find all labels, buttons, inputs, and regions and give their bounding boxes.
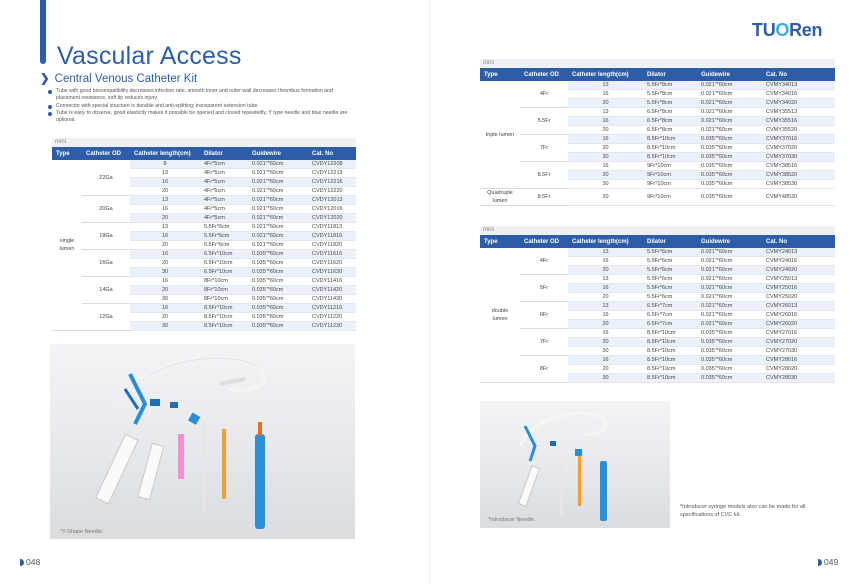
guidewire-cell: 0.035"*60cm xyxy=(697,374,762,383)
guidewire-cell: 0.021"*60cm xyxy=(697,266,762,275)
guidewire-cell: 0.021"*60cm xyxy=(697,126,762,135)
guidewire-cell: 0.021"*60cm xyxy=(697,90,762,99)
page-marker-icon xyxy=(818,559,822,566)
lumen-type-cell: triple lumen xyxy=(480,81,520,189)
dilator-cell: 6.5Fr*7cm xyxy=(643,320,697,329)
catheter-od-cell: 20Ga xyxy=(82,196,130,223)
cat-no-cell: CVMY34020 xyxy=(762,99,835,108)
guidewire-cell: 0.035"*60cm xyxy=(248,286,308,295)
length-cell: 20 xyxy=(568,171,643,180)
triple-lumen-table xyxy=(480,68,835,206)
guidewire-cell: 0.035"*60cm xyxy=(697,338,762,347)
catheter-od-cell: 18Ga xyxy=(82,223,130,250)
dilator-cell: 9Fr*10cm xyxy=(643,162,697,171)
catheter-od-cell: 4Fr xyxy=(520,248,568,275)
table-row xyxy=(480,108,835,117)
page-marker-icon xyxy=(20,559,24,566)
catheter-od-cell: 12Ga xyxy=(82,304,130,331)
guidewire-cell: 0.021"*60cm xyxy=(248,178,308,187)
cat-no-cell: CVMY38530 xyxy=(762,180,835,189)
dilator-cell: 6.5Fr*8cm xyxy=(643,126,697,135)
table-row xyxy=(480,275,835,284)
length-cell: 13 xyxy=(568,302,643,311)
dilator-cell: 8.5Fr*10cm xyxy=(643,153,697,162)
cat-no-cell: CVDY11216 xyxy=(308,304,356,313)
dilator-cell: 8.5Fr*10cm xyxy=(643,135,697,144)
guidewire-cell: 0.021"*60cm xyxy=(248,205,308,214)
guidewire-cell: 0.021"*60cm xyxy=(248,223,308,232)
cat-no-cell: CVDY11220 xyxy=(308,313,356,322)
dilator-cell: 5.5Fr*6cm xyxy=(643,284,697,293)
cat-no-cell: CVDY11616 xyxy=(308,250,356,259)
dilator-cell: 8.5Fr*10cm xyxy=(200,322,248,331)
subtitle-text: Central Venous Catheter Kit xyxy=(54,73,198,85)
length-cell: 30 xyxy=(568,347,643,356)
dilator-cell: 8Fr*10cm xyxy=(200,295,248,304)
cat-no-cell: CVMY24013 xyxy=(762,248,835,257)
length-cell: 30 xyxy=(568,180,643,189)
column-header: Catheter length(cm) xyxy=(568,235,643,248)
length-cell: 20 xyxy=(568,365,643,374)
dilator-cell: 6.5Fr*8cm xyxy=(643,117,697,126)
length-cell: 30 xyxy=(568,374,643,383)
cat-no-cell: CVDY11813 xyxy=(308,223,356,232)
table-row xyxy=(52,277,356,286)
length-cell: 16 xyxy=(568,117,643,126)
lumen-type-cell: double lumen xyxy=(480,248,520,383)
cat-no-cell: CVDY11620 xyxy=(308,259,356,268)
dilator-cell: 5.5Fr*6cm xyxy=(200,241,248,250)
guidewire-cell: 0.035"*60cm xyxy=(697,329,762,338)
table-row xyxy=(52,304,356,313)
cat-no-cell: CVMY27020 xyxy=(762,338,835,347)
guidewire-cell: 0.021"*60cm xyxy=(248,214,308,223)
dilator-cell: 8.5Fr*10cm xyxy=(643,144,697,153)
table-row xyxy=(52,223,356,232)
guidewire-cell: 0.021"*60cm xyxy=(248,169,308,178)
guidewire-cell: 0.035"*60cm xyxy=(248,268,308,277)
guidewire-cell: 0.035"*60cm xyxy=(697,180,762,189)
dilator-cell: 6.5Fr*7cm xyxy=(643,311,697,320)
length-cell: 20 xyxy=(568,266,643,275)
dilator-cell: 4Fr*5cm xyxy=(200,205,248,214)
column-header: Catheter OD xyxy=(520,68,568,81)
dilator-cell: 8.5Fr*10cm xyxy=(200,304,248,313)
column-header: Guidewire xyxy=(697,68,762,81)
dilator-cell: 4Fr*5cm xyxy=(200,178,248,187)
column-header: Cat. No xyxy=(762,235,835,248)
table-row xyxy=(52,250,356,259)
length-cell: 13 xyxy=(568,81,643,90)
length-cell: 16 xyxy=(568,356,643,365)
cat-no-cell: CVMY35520 xyxy=(762,126,835,135)
table-row xyxy=(480,81,835,90)
length-cell: 30 xyxy=(130,295,200,304)
catheter-od-cell: 14Ga xyxy=(82,277,130,304)
cat-no-cell: CVMY27016 xyxy=(762,329,835,338)
catheter-od-cell: 7Fr xyxy=(520,329,568,356)
dilator-cell: 5.5Fr*6cm xyxy=(643,275,697,284)
dilator-cell: 6.5Fr*7cm xyxy=(643,302,697,311)
guidewire-cell: 0.035"*60cm xyxy=(697,153,762,162)
length-cell: 13 xyxy=(130,169,200,178)
double-lumen-table xyxy=(480,235,835,383)
table-row xyxy=(480,189,835,206)
guidewire-cell: 0.021"*60cm xyxy=(697,99,762,108)
column-header: Guidewire xyxy=(248,147,308,160)
table-row xyxy=(480,162,835,171)
dilator-cell: 4Fr*5cm xyxy=(200,169,248,178)
photo-caption: *Introducer Needle. xyxy=(488,517,536,523)
column-header: Catheter length(cm) xyxy=(130,147,200,160)
catheter-od-cell: 8.5Fr xyxy=(520,189,568,206)
table-row xyxy=(480,135,835,144)
product-photo xyxy=(50,344,355,539)
page-number-text: 048 xyxy=(26,557,41,567)
guidewire-cell: 0.035"*60cm xyxy=(697,171,762,180)
length-cell: 30 xyxy=(568,153,643,162)
column-header: Type xyxy=(480,68,520,81)
cat-no-cell: CVDY12213 xyxy=(308,169,356,178)
length-cell: 20 xyxy=(130,241,200,250)
dilator-cell: 8.5Fr*10cm xyxy=(643,374,697,383)
guidewire-cell: 0.035"*60cm xyxy=(248,277,308,286)
length-cell: 13 xyxy=(568,275,643,284)
length-cell: 20 xyxy=(568,338,643,347)
length-cell: 16 xyxy=(130,232,200,241)
table-header-row xyxy=(480,235,835,248)
catheter-od-cell: 7Fr xyxy=(520,135,568,162)
cat-no-cell: CVDY11420 xyxy=(308,286,356,295)
cat-no-cell: CVMY34016 xyxy=(762,90,835,99)
length-cell: 20 xyxy=(568,144,643,153)
guidewire-cell: 0.035"*60cm xyxy=(697,356,762,365)
catheter-od-cell: 4Fr xyxy=(520,81,568,108)
table-header-row xyxy=(52,147,356,160)
cat-no-cell: CVDY11430 xyxy=(308,295,356,304)
column-header: Catheter length(cm) xyxy=(568,68,643,81)
guidewire-cell: 0.035"*60cm xyxy=(697,365,762,374)
guidewire-cell: 0.021"*60cm xyxy=(248,187,308,196)
guidewire-cell: 0.021"*60cm xyxy=(697,311,762,320)
dilator-cell: 8.5Fr*10cm xyxy=(643,347,697,356)
dilator-cell: 6.5Fr*10cm xyxy=(200,250,248,259)
cat-no-cell: CVMY37030 xyxy=(762,153,835,162)
cat-no-cell: CVMY26020 xyxy=(762,320,835,329)
cat-no-cell: CVMY26013 xyxy=(762,302,835,311)
table1-label: mini xyxy=(480,59,835,68)
dilator-cell: 5.5Fr*6cm xyxy=(643,257,697,266)
product-photo xyxy=(480,401,670,528)
length-cell: 8 xyxy=(130,160,200,169)
subtitle-marker-icon: ❯ xyxy=(40,73,50,85)
length-cell: 16 xyxy=(130,205,200,214)
column-header: Catheter OD xyxy=(520,235,568,248)
guidewire-cell: 0.035"*60cm xyxy=(248,322,308,331)
logo-text: TU xyxy=(752,20,776,40)
length-cell: 16 xyxy=(130,250,200,259)
guidewire-cell: 0.035"*60cm xyxy=(248,304,308,313)
cat-no-cell: CVDY12220 xyxy=(308,187,356,196)
page-title: Vascular Access xyxy=(57,42,242,70)
column-header: Dilator xyxy=(643,68,697,81)
length-cell: 13 xyxy=(130,223,200,232)
length-cell: 13 xyxy=(568,108,643,117)
page-number-text: 049 xyxy=(824,557,839,567)
dilator-cell: 6.5Fr*10cm xyxy=(200,259,248,268)
page-number xyxy=(818,557,838,567)
guidewire-cell: 0.035"*60cm xyxy=(697,144,762,153)
length-cell: 20 xyxy=(568,126,643,135)
cat-no-cell: CVDY12016 xyxy=(308,205,356,214)
length-cell: 30 xyxy=(130,322,200,331)
guidewire-cell: 0.021"*60cm xyxy=(697,257,762,266)
cat-no-cell: CVMY35513 xyxy=(762,108,835,117)
catheter-od-cell: 16Ga xyxy=(82,250,130,277)
catheter-kit-illustration xyxy=(480,401,670,528)
length-cell: 16 xyxy=(568,284,643,293)
brand-logo xyxy=(752,20,822,41)
guidewire-cell: 0.021"*60cm xyxy=(248,160,308,169)
table-row xyxy=(480,329,835,338)
dilator-cell: 5.5Fr*8cm xyxy=(643,99,697,108)
dilator-cell: 4Fr*5cm xyxy=(200,187,248,196)
cat-no-cell: CVMY28016 xyxy=(762,356,835,365)
cat-no-cell: CVMY25013 xyxy=(762,275,835,284)
length-cell: 13 xyxy=(568,248,643,257)
dilator-cell: 9Fr*10cm xyxy=(643,180,697,189)
table-label: mini xyxy=(52,138,356,147)
cat-no-cell: CVDY12216 xyxy=(308,178,356,187)
column-header: Type xyxy=(480,235,520,248)
guidewire-cell: 0.035"*60cm xyxy=(697,189,762,206)
length-cell: 30 xyxy=(130,268,200,277)
table2-label: mini xyxy=(480,226,835,235)
cat-no-cell: CVMY27030 xyxy=(762,347,835,356)
dilator-cell: 8Fr*10cm xyxy=(200,286,248,295)
cat-no-cell: CVDY11820 xyxy=(308,241,356,250)
table-row xyxy=(52,160,356,169)
guidewire-cell: 0.021"*60cm xyxy=(697,275,762,284)
cat-no-cell: CVMY28020 xyxy=(762,365,835,374)
dilator-cell: 8.5Fr*10cm xyxy=(643,338,697,347)
dilator-cell: 8.5Fr*10cm xyxy=(643,329,697,338)
guidewire-cell: 0.035"*60cm xyxy=(248,259,308,268)
dilator-cell: 8.5Fr*10cm xyxy=(643,356,697,365)
guidewire-cell: 0.021"*60cm xyxy=(248,241,308,250)
catheter-od-cell: 5Fr xyxy=(520,275,568,302)
guidewire-cell: 0.035"*60cm xyxy=(697,135,762,144)
feature-bullet: Connector with special structure is durable and anti-splitting; transparent extension tube. xyxy=(48,103,348,110)
dilator-cell: 4Fr*5cm xyxy=(200,214,248,223)
table-row xyxy=(480,248,835,257)
length-cell: 16 xyxy=(130,178,200,187)
length-cell: 16 xyxy=(568,257,643,266)
column-header: Guidewire xyxy=(697,235,762,248)
dilator-cell: 9Fr*10cm xyxy=(643,171,697,180)
length-cell: 16 xyxy=(568,162,643,171)
dilator-cell: 8.5Fr*10cm xyxy=(200,313,248,322)
cat-no-cell: CVMY38516 xyxy=(762,162,835,171)
guidewire-cell: 0.035"*60cm xyxy=(248,295,308,304)
column-header: Dilator xyxy=(643,235,697,248)
length-cell: 20 xyxy=(130,214,200,223)
cat-no-cell: CVDY11630 xyxy=(308,268,356,277)
dilator-cell: 8Fr*10cm xyxy=(200,277,248,286)
dilator-cell: 9Fr*10cm xyxy=(643,189,697,206)
catheter-od-cell: 8.5Fr xyxy=(520,162,568,189)
footnote: *Introducer syringe models also can be made for all specifications of CVC kit. xyxy=(680,504,806,518)
cat-no-cell: CVMY48520 xyxy=(762,189,835,206)
guidewire-cell: 0.035"*60cm xyxy=(697,162,762,171)
guidewire-cell: 0.021"*60cm xyxy=(697,293,762,302)
dilator-cell: 5.5Fr*8cm xyxy=(643,90,697,99)
table-row xyxy=(480,302,835,311)
length-cell: 16 xyxy=(130,304,200,313)
length-cell: 20 xyxy=(568,293,643,302)
column-header: Cat. No xyxy=(308,147,356,160)
cat-no-cell: CVMY28030 xyxy=(762,374,835,383)
length-cell: 20 xyxy=(568,189,643,206)
cat-no-cell: CVDY12013 xyxy=(308,196,356,205)
length-cell: 20 xyxy=(130,313,200,322)
guidewire-cell: 0.021"*60cm xyxy=(697,284,762,293)
table-row xyxy=(480,356,835,365)
guidewire-cell: 0.035"*60cm xyxy=(697,347,762,356)
cat-no-cell: CVMY24016 xyxy=(762,257,835,266)
dilator-cell: 5.5Fr*6cm xyxy=(643,266,697,275)
single-lumen-table xyxy=(52,147,356,331)
guidewire-cell: 0.021"*60cm xyxy=(697,81,762,90)
cat-no-cell: CVDY12020 xyxy=(308,214,356,223)
photo-caption: *Y-Shape Needle. xyxy=(60,529,104,535)
cat-no-cell: CVDY11816 xyxy=(308,232,356,241)
guidewire-cell: 0.035"*60cm xyxy=(248,250,308,259)
dilator-cell: 4Fr*5cm xyxy=(200,160,248,169)
cat-no-cell: CVMY37016 xyxy=(762,135,835,144)
page-number xyxy=(20,557,40,567)
length-cell: 20 xyxy=(568,99,643,108)
column-header: Type xyxy=(52,147,82,160)
table-header-row xyxy=(480,68,835,81)
guidewire-cell: 0.021"*60cm xyxy=(697,248,762,257)
dilator-cell: 4Fr*5cm xyxy=(200,196,248,205)
cat-no-cell: CVMY34013 xyxy=(762,81,835,90)
length-cell: 20 xyxy=(130,187,200,196)
cat-no-cell: CVDY11230 xyxy=(308,322,356,331)
guidewire-cell: 0.021"*60cm xyxy=(697,302,762,311)
dilator-cell: 5.5Fr*6cm xyxy=(643,248,697,257)
guidewire-cell: 0.021"*60cm xyxy=(248,196,308,205)
cat-no-cell: CVMY25016 xyxy=(762,284,835,293)
lumen-type-cell: single lumen xyxy=(52,160,82,331)
length-cell: 16 xyxy=(568,90,643,99)
logo-text: Ren xyxy=(789,20,823,40)
cat-no-cell: CVDY12208 xyxy=(308,160,356,169)
feature-bullets xyxy=(48,88,348,124)
guidewire-cell: 0.021"*60cm xyxy=(697,320,762,329)
length-cell: 16 xyxy=(568,135,643,144)
catheter-od-cell: 8Fr xyxy=(520,356,568,383)
cat-no-cell: CVMY38520 xyxy=(762,171,835,180)
dilator-cell: 6.5Fr*10cm xyxy=(200,268,248,277)
logo-o: O xyxy=(775,20,790,40)
accent-bar xyxy=(40,0,46,64)
cat-no-cell: CVMY24020 xyxy=(762,266,835,275)
length-cell: 20 xyxy=(130,259,200,268)
length-cell: 20 xyxy=(130,286,200,295)
cat-no-cell: CVMY37020 xyxy=(762,144,835,153)
page-subtitle xyxy=(40,71,197,85)
length-cell: 16 xyxy=(130,277,200,286)
dilator-cell: 5.5Fr*6cm xyxy=(200,223,248,232)
dilator-cell: 6.5Fr*8cm xyxy=(643,108,697,117)
length-cell: 16 xyxy=(568,329,643,338)
guidewire-cell: 0.035"*60cm xyxy=(248,313,308,322)
catheter-od-cell: 22Ga xyxy=(82,160,130,196)
dilator-cell: 5.5Fr*6cm xyxy=(200,232,248,241)
cat-no-cell: CVMY26016 xyxy=(762,311,835,320)
column-header: Catheter OD xyxy=(82,147,130,160)
lumen-type-cell: Quadruple lumen xyxy=(480,189,520,206)
catheter-kit-illustration xyxy=(50,344,355,539)
dilator-cell: 5.5Fr*8cm xyxy=(643,81,697,90)
length-cell: 20 xyxy=(568,320,643,329)
column-header: Cat. No xyxy=(762,68,835,81)
column-header: Dilator xyxy=(200,147,248,160)
dilator-cell: 5.5Fr*6cm xyxy=(643,293,697,302)
guidewire-cell: 0.021"*60cm xyxy=(697,117,762,126)
feature-bullet: Tube with good biocompatibility decreases infection rate, smooth inner and outer wall decreases thrombus formation and placement resistance, soft tip reduces injury. xyxy=(48,88,348,103)
table-row xyxy=(52,196,356,205)
catheter-od-cell: 6Fr xyxy=(520,302,568,329)
guidewire-cell: 0.021"*60cm xyxy=(248,232,308,241)
cat-no-cell: CVDY11416 xyxy=(308,277,356,286)
length-cell: 13 xyxy=(130,196,200,205)
feature-bullet: Tube is easy to observe, good elasticity makes it possible be opened and closed repeatedly, Y type needle and blue needle are optional. xyxy=(48,110,348,125)
cat-no-cell: CVMY35516 xyxy=(762,117,835,126)
length-cell: 16 xyxy=(568,311,643,320)
cat-no-cell: CVMY25020 xyxy=(762,293,835,302)
dilator-cell: 8.5Fr*10cm xyxy=(643,365,697,374)
guidewire-cell: 0.021"*60cm xyxy=(697,108,762,117)
right-page xyxy=(430,0,860,584)
catheter-od-cell: 5.5Fr xyxy=(520,108,568,135)
